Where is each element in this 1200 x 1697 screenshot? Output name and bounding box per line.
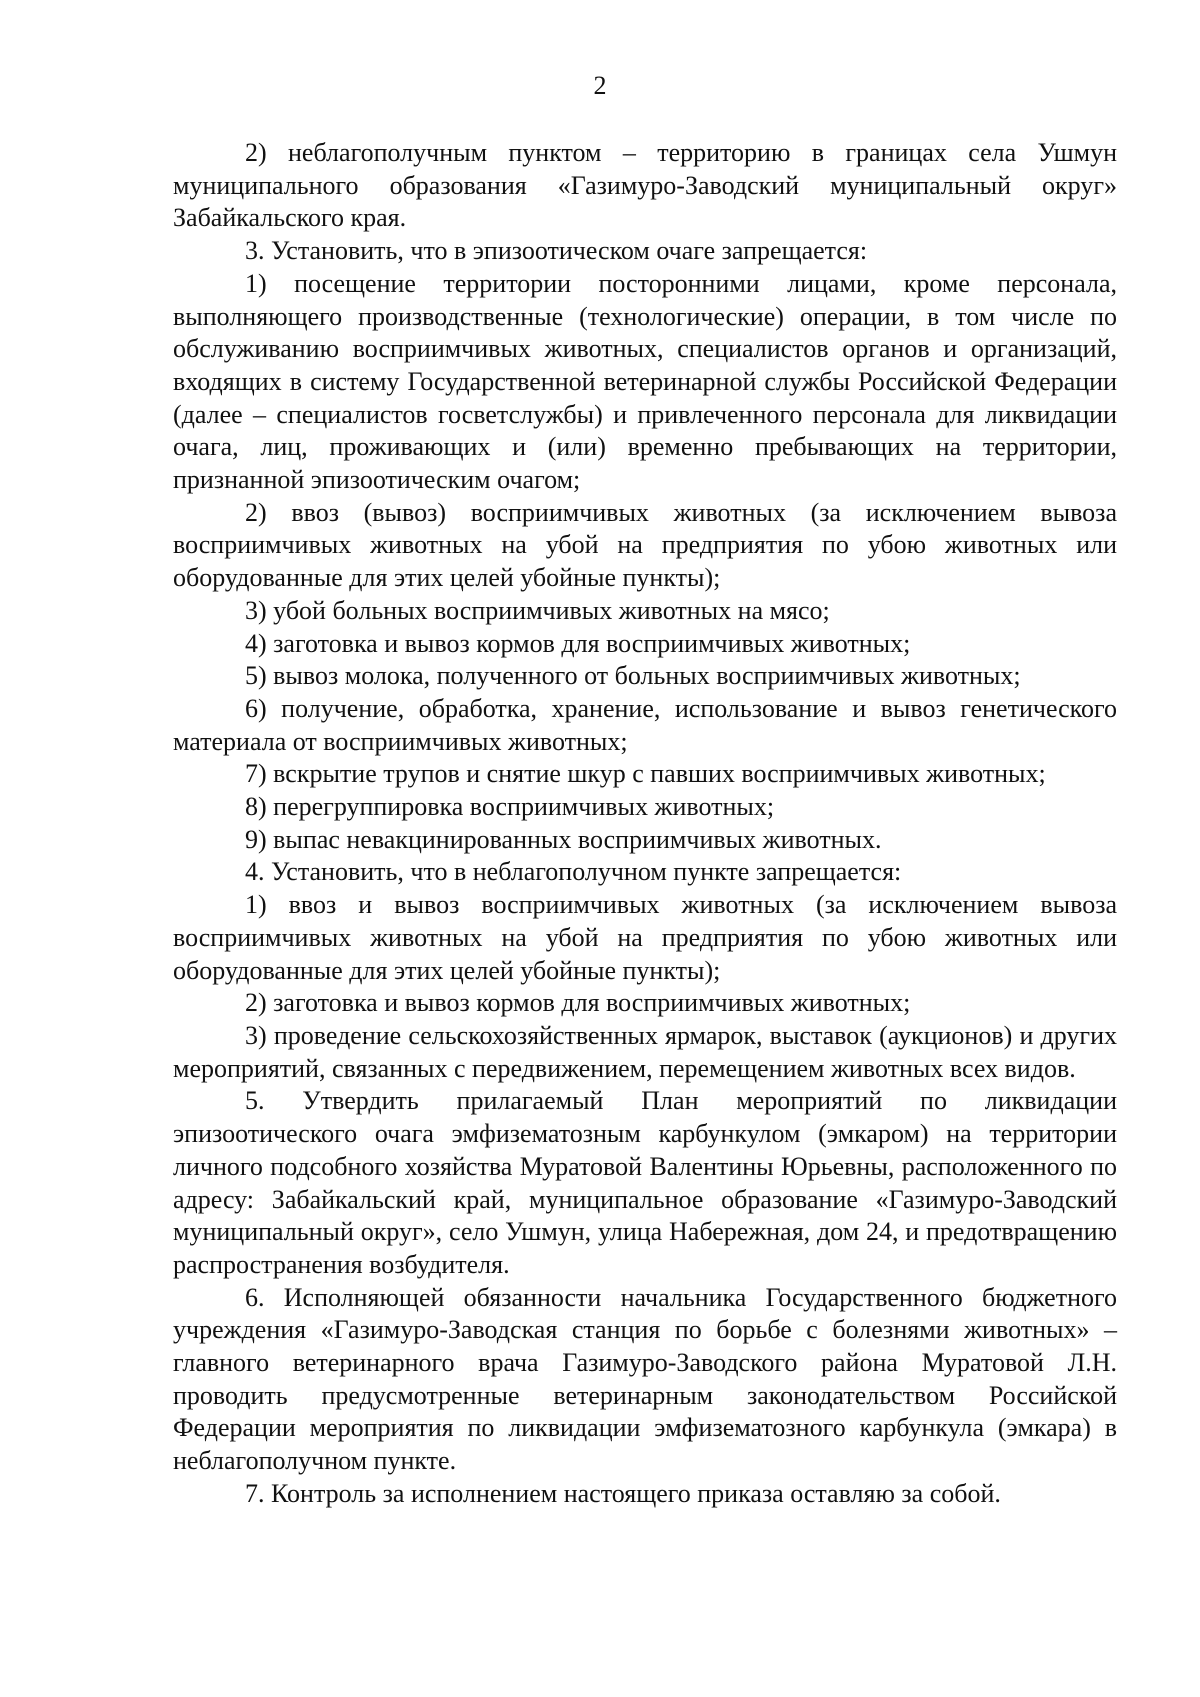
paragraph-3-4: 4) заготовка и вывоз кормов для восприимчивых животных; xyxy=(245,628,911,658)
paragraph-2-1: 2) неблагополучным пунктом – территорию в границах села Ушмун муниципального образования «Газимуро-Заводский муниципальный округ» Забайкальского края. xyxy=(173,138,1117,233)
paragraph-3-6: 6) получение, обработка, хранение, использование и вывоз генетического материала от восприимчивых животных; xyxy=(173,693,1117,756)
paragraph-4-1: 1) ввоз и вывоз восприимчивых животных (за исключением вывоза восприимчивых животных на убой на предприятия по убою животных или оборудованные для этих целей убойные пункты); xyxy=(173,890,1117,985)
paragraph-4-2: 2) заготовка и вывоз кормов для восприимчивых животных; xyxy=(245,988,911,1018)
paragraph-3-5: 5) вывоз молока, полученного от больных восприимчивых животных; xyxy=(245,661,1021,691)
paragraph-3-8: 8) перегруппировка восприимчивых животных; xyxy=(245,792,775,822)
paragraph-3-9: 9) выпас невакцинированных восприимчивых животных. xyxy=(245,824,882,854)
paragraph-3-1: 1) посещение территории посторонними лицами, кроме персонала, выполняющего производственные (технологические) операции, в том числе по обслуживанию восприимчивых животных, специалистов органов и организаций, входящих в систему Государственной ветеринарной службы Российской Федерации (далее – специалистов госветслужбы) и привлеченного персонала для ликвидации очага, лиц, проживающих и (или) временно пребывающих на территории, признанной эпизоотическим очагом; xyxy=(173,268,1117,495)
paragraph-5: 5. Утвердить прилагаемый План мероприятий по ликвидации эпизоотического очага эмфизематозным карбункулом (эмкаром) на территории личного подсобного хозяйства Муратовой Валентины Юрьевны, расположенного по адресу: Забайкальский край, муниципальное образование «Газимуро-Заводский муниципальный округ», село Ушмун, улица Набережная, дом 24, и предотвращению распространения возбудителя. xyxy=(173,1086,1117,1279)
paragraph-6: 6. Исполняющей обязанности начальника Государственного бюджетного учреждения «Газимуро-Заводская станция по борьбе с болезнями животных» – главного ветеринарного врача Газимуро-Заводского района Муратовой Л.Н. проводить предусмотренные ветеринарным законодательством Российской Федерации мероприятия по ликвидации эмфизематозного карбункула (эмкара) в неблагополучном пункте. xyxy=(173,1282,1117,1476)
paragraph-3-3: 3) убой больных восприимчивых животных на мясо; xyxy=(245,595,830,625)
paragraph-3-2: 2) ввоз (вывоз) восприимчивых животных (за исключением вывоза восприимчивых животных на убой на предприятия по убою животных или оборудованные для этих целей убойные пункты); xyxy=(173,497,1117,593)
paragraph-3: 3. Установить, что в эпизоотическом очаге запрещается: xyxy=(245,236,868,266)
document-body xyxy=(173,137,1117,1511)
paragraph-4: 4. Установить, что в неблагополучном пункте запрещается: xyxy=(245,857,902,887)
paragraph-3-7: 7) вскрытие трупов и снятие шкур с павших восприимчивых животных; xyxy=(245,759,1046,789)
page-number: 2 xyxy=(593,71,607,100)
paragraph-4-3: 3) проведение сельскохозяйственных ярмарок, выставок (аукционов) и других мероприятий, связанных с передвижением, перемещением животных всех видов. xyxy=(173,1020,1117,1083)
paragraph-7: 7. Контроль за исполнением настоящего приказа оставляю за собой. xyxy=(245,1478,1001,1508)
